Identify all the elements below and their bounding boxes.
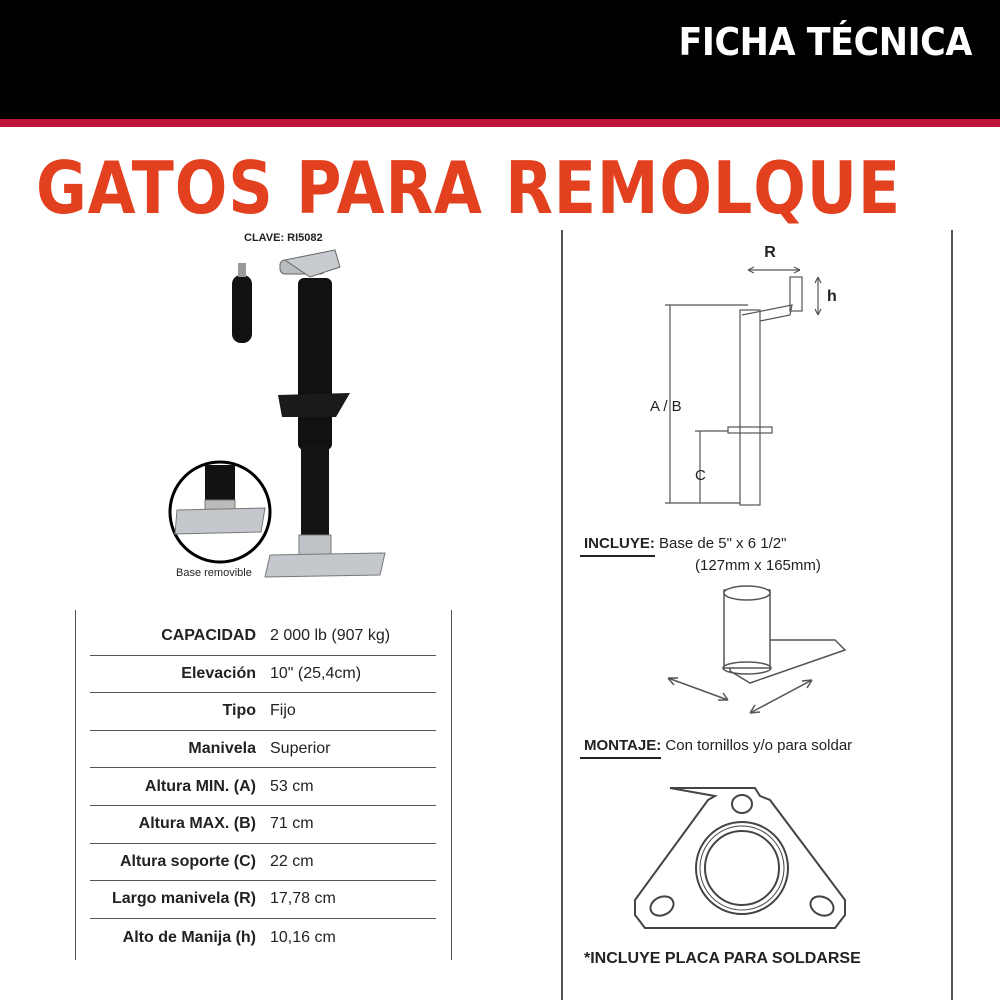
base-plate-drawing (660, 585, 900, 720)
divider (75, 610, 76, 960)
spec-label: Tipo (222, 702, 256, 720)
base-detail-image (165, 460, 275, 570)
dimension-diagram (630, 235, 860, 515)
table-row (90, 919, 436, 957)
spec-label: Elevación (181, 664, 256, 682)
divider (451, 610, 452, 960)
label-h: h (827, 288, 837, 305)
spec-label: Largo manivela (R) (111, 890, 256, 908)
spec-value: Fijo (270, 702, 296, 720)
header-stripe (0, 119, 1000, 127)
incluye-note (580, 535, 786, 552)
spec-value: 10,16 cm (270, 928, 336, 946)
table-row (90, 731, 436, 769)
label-ab: A / B (650, 398, 682, 415)
spec-value: 2 000 lb (907 kg) (270, 627, 391, 645)
montaje-text: Con tornillos y/o para soldar (665, 737, 853, 754)
incluye-line1: Base de 5" x 6 1/2" (659, 535, 787, 552)
spec-label: Altura MAX. (B) (138, 815, 256, 833)
placa-note: *INCLUYE PLACA PARA SOLDARSE (584, 950, 861, 967)
specs-table (90, 618, 436, 956)
montaje-label: MONTAJE: (580, 737, 661, 759)
table-row (90, 656, 436, 694)
spec-label: Alto de Manija (h) (122, 928, 256, 946)
table-row (90, 844, 436, 882)
spec-value: 22 cm (270, 852, 314, 870)
montaje-note (580, 737, 852, 754)
spec-label: Altura soporte (C) (120, 852, 256, 870)
label-r: R (764, 244, 776, 261)
table-row (90, 768, 436, 806)
table-row (90, 881, 436, 919)
table-row (90, 693, 436, 731)
product-code: CLAVE: RI5082 (244, 232, 323, 244)
header-label: FICHA TÉCNICA (678, 20, 972, 64)
spec-value: Superior (270, 740, 331, 758)
spec-value: 17,78 cm (270, 890, 336, 908)
incluye-line2: (127mm x 165mm) (695, 557, 821, 574)
spec-label: CAPACIDAD (161, 627, 256, 645)
spec-value: 53 cm (270, 777, 314, 795)
label-c: C (695, 467, 706, 484)
incluye-label: INCLUYE: (580, 535, 655, 557)
weld-plate-drawing (630, 780, 870, 940)
divider (561, 230, 563, 1000)
divider (951, 230, 953, 1000)
spec-value: 71 cm (270, 815, 314, 833)
page-title: GATOS PARA REMOLQUE (36, 146, 901, 230)
spec-label: Manivela (188, 740, 256, 758)
table-row (90, 806, 436, 844)
spec-value: 10" (25,4cm) (270, 664, 362, 682)
table-row (90, 618, 436, 656)
base-caption: Base removible (176, 567, 252, 579)
spec-label: Altura MIN. (A) (144, 777, 256, 795)
